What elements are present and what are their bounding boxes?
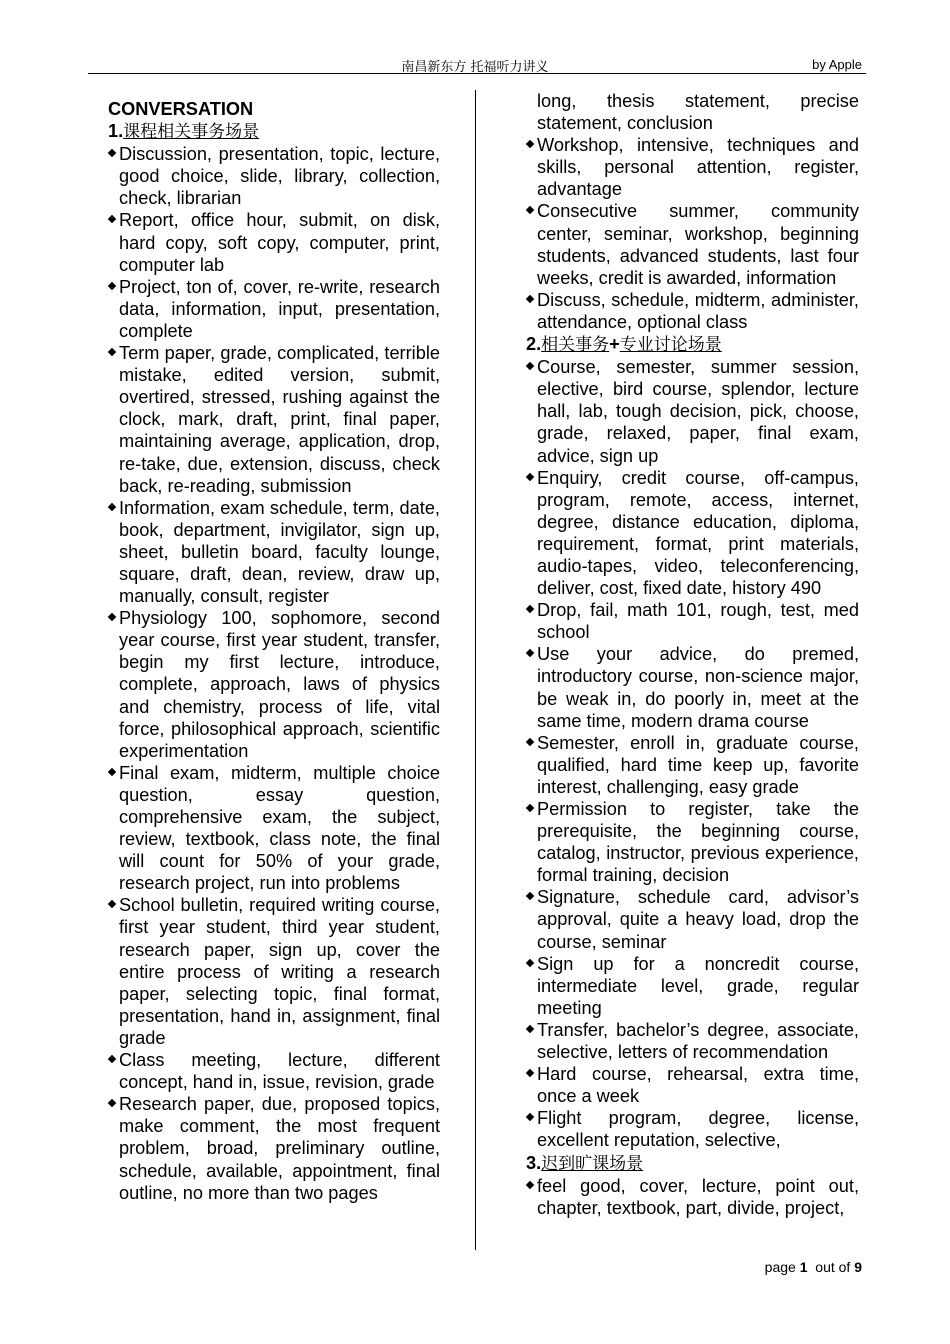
- list-item-text: Term paper, grade, complicated, terrible mistake, edited version, submit, overtired, stressed, rushing against the clock, mark, draft, print, final paper, maintaining average, application, drop, re-take, due, extension, discuss, check back, re-reading, submission: [119, 343, 440, 496]
- diamond-bullet-icon: [526, 1025, 534, 1033]
- header-divider: [88, 73, 866, 74]
- list-item: [526, 1063, 859, 1107]
- subsection-3-label: 迟到旷课场景: [541, 1153, 644, 1174]
- list-item-text: Consecutive summer, community center, seminar, workshop, beginning students, advanced students, last four weeks, credit is awarded, information: [537, 201, 859, 288]
- diamond-bullet-icon: [526, 1069, 534, 1077]
- diamond-bullet-icon: [108, 502, 116, 510]
- subsection-3-number: 3.: [526, 1152, 542, 1173]
- list-item-text: Final exam, midterm, multiple choice question, essay question, comprehensive exam, the subject, review, textbook, class note, the final will count for 50% of your grade, research project, run into problems: [119, 762, 440, 894]
- diamond-bullet-icon: [108, 1055, 116, 1063]
- list-item: [108, 342, 440, 497]
- diamond-bullet-icon: [526, 958, 534, 966]
- list-item-text: Information, exam schedule, term, date, book, department, invigilator, sign up, sheet, bulletin board, faculty lounge, square, draft, dean, review, draw up, manually, consult, register: [119, 497, 440, 607]
- list-item: [108, 1049, 440, 1093]
- continued-item: [526, 90, 859, 134]
- list-item-text: Research paper, due, proposed topics, make comment, the most frequent problem, broad, preliminary outline, schedule, available, appointment, final outline, no more than two pages: [119, 1094, 440, 1203]
- subsection-1-number: 1.: [108, 121, 124, 142]
- diamond-bullet-icon: [108, 149, 116, 157]
- list-item: [526, 134, 859, 200]
- list-item-text: Physiology 100, sophomore, second year course, first year student, transfer, begin my first lecture, introduce, complete, approach, laws of physics and chemistry, process of life, vital force, philosophical approach, scientific experimentation: [119, 608, 440, 761]
- list-item: [526, 643, 859, 731]
- diamond-bullet-icon: [526, 362, 534, 370]
- list-item-text: Permission to register, take the prerequisite, the beginning course, catalog, instructor, previous experience, formal training, decision: [537, 799, 859, 886]
- diamond-bullet-icon: [526, 295, 534, 303]
- subsection-2-label-a: 相关事务: [541, 335, 610, 356]
- list-item: [108, 209, 440, 275]
- list-item-text: Transfer, bachelor’s degree, associate, selective, letters of recommendation: [537, 1019, 859, 1063]
- header-title: 南昌新东方 托福听力讲义: [401, 60, 549, 75]
- diamond-bullet-icon: [526, 472, 534, 480]
- diamond-bullet-icon: [108, 1099, 116, 1107]
- left-column: [108, 98, 440, 1204]
- diamond-bullet-icon: [108, 215, 116, 223]
- list-item: [526, 289, 859, 333]
- list-item: [526, 886, 859, 952]
- diamond-bullet-icon: [526, 206, 534, 214]
- list-item: [108, 762, 440, 895]
- diamond-bullet-icon: [108, 613, 116, 621]
- list-item: [526, 356, 859, 466]
- diamond-bullet-icon: [526, 649, 534, 657]
- diamond-bullet-icon: [526, 140, 534, 148]
- column-divider: [475, 90, 476, 1250]
- list-item-text: Sign up for a noncredit course, intermediate level, grade, regular meeting: [537, 953, 859, 1018]
- diamond-bullet-icon: [526, 892, 534, 900]
- list-item: [526, 1175, 859, 1219]
- diamond-bullet-icon: [526, 1180, 534, 1188]
- right-item-list-2: [526, 356, 859, 1151]
- list-item: [526, 467, 859, 600]
- right-item-list-3: [526, 1175, 859, 1219]
- list-item: [108, 1093, 440, 1203]
- diamond-bullet-icon: [526, 1113, 534, 1121]
- list-item-text: Signature, schedule card, advisor’s approval, quite a heavy load, drop the course, seminar: [537, 887, 859, 952]
- left-item-list: [108, 143, 440, 1204]
- subsection-2-number: 2.: [526, 334, 542, 355]
- continued-item-text: long, thesis statement, precise statement, conclusion: [537, 91, 859, 134]
- list-item: [108, 497, 440, 607]
- list-item-text: Class meeting, lecture, different concept, hand in, issue, revision, grade: [119, 1050, 440, 1093]
- diamond-bullet-icon: [526, 605, 534, 613]
- section-heading-conversation: CONVERSATION: [108, 99, 254, 119]
- list-item-text: School bulletin, required writing course, first year student, third year student, research paper, sign up, cover the entire process of writing a research paper, selecting topic, final format, presentation, hand in, assignment, final grade: [119, 895, 440, 1048]
- list-item: [526, 1019, 859, 1063]
- list-item: [526, 1107, 859, 1151]
- list-item-text: Course, semester, summer session, elective, bird course, splendor, lecture hall, lab, tough decision, pick, choose, grade, relaxed, paper, final exam, advice, sign up: [537, 357, 859, 466]
- right-item-list-1: [526, 134, 859, 333]
- list-item: [108, 607, 440, 762]
- subsection-2-label-b: 专业讨论场景: [619, 335, 722, 356]
- subsection-2-plus: +: [609, 334, 620, 355]
- list-item-text: Discussion, presentation, topic, lecture, good choice, slide, library, collection, check, librarian: [119, 144, 440, 209]
- list-item-text: Drop, fail, math 101, rough, test, med school: [537, 600, 859, 643]
- list-item: [526, 599, 859, 643]
- page-label: page: [764, 1259, 796, 1275]
- page-total: 9: [854, 1259, 862, 1275]
- subsection-1-label: 课程相关事务场景: [123, 122, 260, 143]
- list-item-text: Workshop, intensive, techniques and skills, personal attention, register, advantage: [537, 135, 859, 200]
- subsection-2-title: [526, 333, 859, 356]
- diamond-bullet-icon: [108, 900, 116, 908]
- list-item-text: Semester, enroll in, graduate course, qualified, hard time keep up, favorite interest, challenging, easy grade: [537, 732, 859, 797]
- diamond-bullet-icon: [108, 768, 116, 776]
- list-item-text: Report, office hour, submit, on disk, hard copy, soft copy, computer, print, computer lab: [119, 210, 440, 275]
- page-number: 1: [799, 1259, 808, 1275]
- subsection-3-title: [526, 1152, 859, 1175]
- list-item-text: Discuss, schedule, midterm, administer, attendance, optional class: [537, 289, 859, 332]
- list-item-text: Flight program, degree, license, excellent reputation, selective,: [537, 1108, 859, 1151]
- list-item: [526, 798, 859, 886]
- list-item-text: feel good, cover, lecture, point out, chapter, textbook, part, divide, project,: [537, 1175, 859, 1218]
- list-item: [108, 894, 440, 1049]
- header-author: by Apple: [812, 57, 862, 72]
- list-item: [526, 200, 859, 288]
- list-item-text: Use your advice, do premed, introductory course, non-science major, be weak in, do poorly in, meet at the same time, modern drama course: [537, 644, 859, 731]
- diamond-bullet-icon: [526, 804, 534, 812]
- diamond-bullet-icon: [526, 737, 534, 745]
- list-item-text: Hard course, rehearsal, extra time, once a week: [537, 1064, 859, 1107]
- list-item: [108, 276, 440, 342]
- diamond-bullet-icon: [108, 348, 116, 356]
- list-item: [526, 732, 859, 798]
- right-column: [526, 90, 859, 1219]
- page-out-of: out of: [815, 1259, 851, 1275]
- page-footer: [765, 1259, 862, 1275]
- subsection-1-title: [108, 120, 440, 143]
- list-item: [526, 953, 859, 1019]
- list-item-text: Project, ton of, cover, re-write, research data, information, input, presentation, complete: [119, 276, 440, 341]
- list-item-text: Enquiry, credit course, off-campus, program, remote, access, internet, degree, distance education, diploma, requirement, format, print materials, audio-tapes, video, teleconferencing, deliver, cost, fixed date, history 490: [537, 467, 859, 599]
- list-item: [108, 143, 440, 209]
- diamond-bullet-icon: [108, 282, 116, 290]
